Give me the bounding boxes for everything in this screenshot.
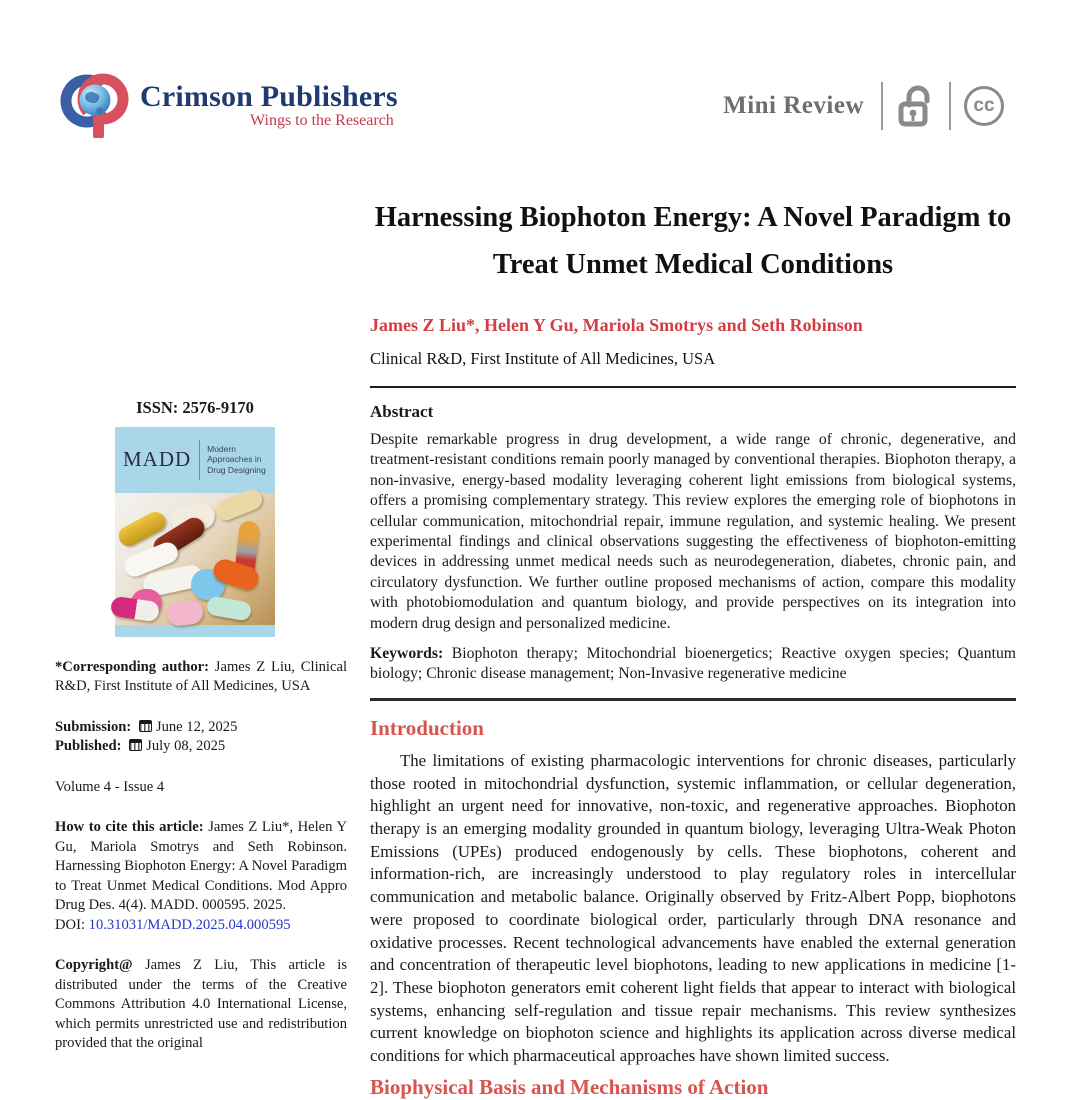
- article-title: Harnessing Biophoton Energy: A Novel Paradigm to Treat Unmet Medical Conditions: [374, 202, 1012, 280]
- corresponding-author-label: *Corresponding author:: [55, 658, 215, 675]
- calendar-icon: [139, 720, 152, 732]
- journal-cover: [115, 427, 275, 637]
- citation-block: [55, 818, 347, 916]
- doi-label: DOI:: [55, 916, 89, 933]
- header-badges: [723, 82, 1004, 130]
- corresponding-author-text: James Z Liu, Clinical R&D, First Institute of All Medicines, USA: [55, 658, 347, 694]
- published-date: July 08, 2025: [146, 738, 226, 754]
- publisher-logo: [62, 68, 398, 140]
- section-heading-biophysical-basis: Biophysical Basis and Mechanisms of Action: [370, 1074, 769, 1099]
- keywords-label: Keywords:: [370, 645, 444, 663]
- submission-label: Submission:: [55, 718, 135, 735]
- main-content: [370, 188, 1016, 1100]
- copyright-text: James Z Liu, This article is distributed under the terms of the Creative Commons Attribution 4.0 International License, which permits unrestricted use and redistribution provided that the original: [55, 957, 348, 1051]
- doi-link[interactable]: 10.31031/MADD.2025.04.000595: [88, 916, 291, 933]
- volume-issue: Volume 4 - Issue 4: [55, 778, 165, 795]
- publisher-name: Crimson Publishers: [140, 80, 398, 113]
- sidebar: [55, 398, 347, 1054]
- authors: James Z Liu*, Helen Y Gu, Mariola Smotrys and Seth Robinson: [370, 315, 863, 335]
- journal-name: Modern Approaches in Drug Designing: [207, 443, 266, 475]
- publisher-logo-text: [140, 68, 398, 130]
- published-label: Published:: [55, 738, 126, 754]
- keywords-text: Biophoton therapy; Mitochondrial bioenergetics; Reactive oxygen species; Quantum biology; Chronic disease management; Non-Invasive regenerative medicine: [370, 645, 1016, 683]
- open-access-icon: [896, 83, 936, 129]
- citation-text: James Z Liu*, Helen Y Gu, Mariola Smotrys and Seth Robinson. Harnessing Biophoton Energy: A Novel Paradigm to Treat Unmet Medical Conditions. Mod Appro Drug Des. 4(4). MADD. 000595. 2025.: [55, 819, 347, 913]
- publisher-tagline: Wings to the Research: [250, 112, 394, 129]
- cc-icon: [964, 86, 1004, 126]
- section-heading-introduction: Introduction: [370, 715, 484, 740]
- copyright-label: Copyright@: [55, 957, 145, 973]
- crimson-publishers-logo-icon: [62, 68, 128, 140]
- calendar-icon: [129, 739, 142, 751]
- divider: [370, 698, 1016, 701]
- affiliation: Clinical R&D, First Institute of All Medicines, USA: [370, 349, 716, 368]
- submission-line: [55, 718, 347, 738]
- journal-cover-block: [115, 398, 275, 637]
- abstract-heading: Abstract: [370, 402, 434, 421]
- journal-cover-footer: [115, 625, 275, 637]
- dates-block: [55, 718, 347, 757]
- divider: [881, 82, 883, 130]
- issn: ISSN: 2576-9170: [136, 398, 254, 417]
- published-line: [55, 737, 347, 757]
- keywords-block: [370, 644, 1016, 685]
- corresponding-author-block: [55, 658, 347, 697]
- divider: [370, 386, 1016, 388]
- divider: [949, 82, 951, 130]
- divider: [199, 440, 200, 480]
- doi-line: [55, 916, 347, 936]
- abstract-text: Despite remarkable progress in drug development, a wide range of chronic, degenerative, and treatment-resistant conditions remain poorly managed by conventional therapies. Biophoton therapy, a non-invasive, energy-based modality leveraging coherent light emissions from biological systems, offers a promising complementary strategy. This review explores the emerging role of biophotons in cellular communication, mitochondrial repair, immune regulation, and systemic healing. We present experimental findings and clinical observations suggesting the effectiveness of biophoton-emitting devices in addressing unmet medical needs such as neurodegeneration, diabetes, chronic pain, and circulatory dysfunction. We further outline proposed mechanisms of action, compare this modality with photobiomodulation and quantum biology, and provide perspectives on its integration into modern drug design and personalized medicine.: [370, 431, 1016, 632]
- journal-abbreviation: MADD: [123, 446, 192, 471]
- section-text-introduction: The limitations of existing pharmacologic interventions for chronic diseases, particularly those rooted in mitochondrial dysfunction, systemic inflammation, or cellular degeneration, highlight an urgent need for innovative, non-toxic, and regenerative approaches. Biophoton therapy is an emerging modality grounded in quantum biology, leveraging Ultra-Weak Photon Emissions (UPEs) produced endogenously by cells. These biophotons, coherent and information-rich, are increasingly understood to play regulatory roles in intercellular communication and metabolic balance. Originally observed by Fritz-Albert Popp, biophotons were proposed to coordinate biological order, particularly through DNA resonance and oxidative processes. Recent technological advancements have enabled the external generation and concentration of therapeutic level biophotons, leading to new applications in medicine [1-2]. These biophoton generators emit coherent light fields that appear to interact with biological systems, enhancing self-regulation and tissue repair mechanisms. This review synthesizes current knowledge on biophoton science and highlights its application across diverse medical conditions for which pharmaceutical approaches have shown limited success.: [370, 750, 1016, 1066]
- how-to-cite-label: How to cite this article:: [55, 819, 209, 835]
- cc-icon-label: cc: [973, 95, 995, 116]
- submission-date: June 12, 2025: [155, 718, 238, 735]
- journal-cover-photo: [115, 493, 275, 625]
- journal-cover-header: [115, 427, 275, 493]
- copyright-block: [55, 956, 347, 1054]
- article-type-label: Mini Review: [723, 92, 864, 119]
